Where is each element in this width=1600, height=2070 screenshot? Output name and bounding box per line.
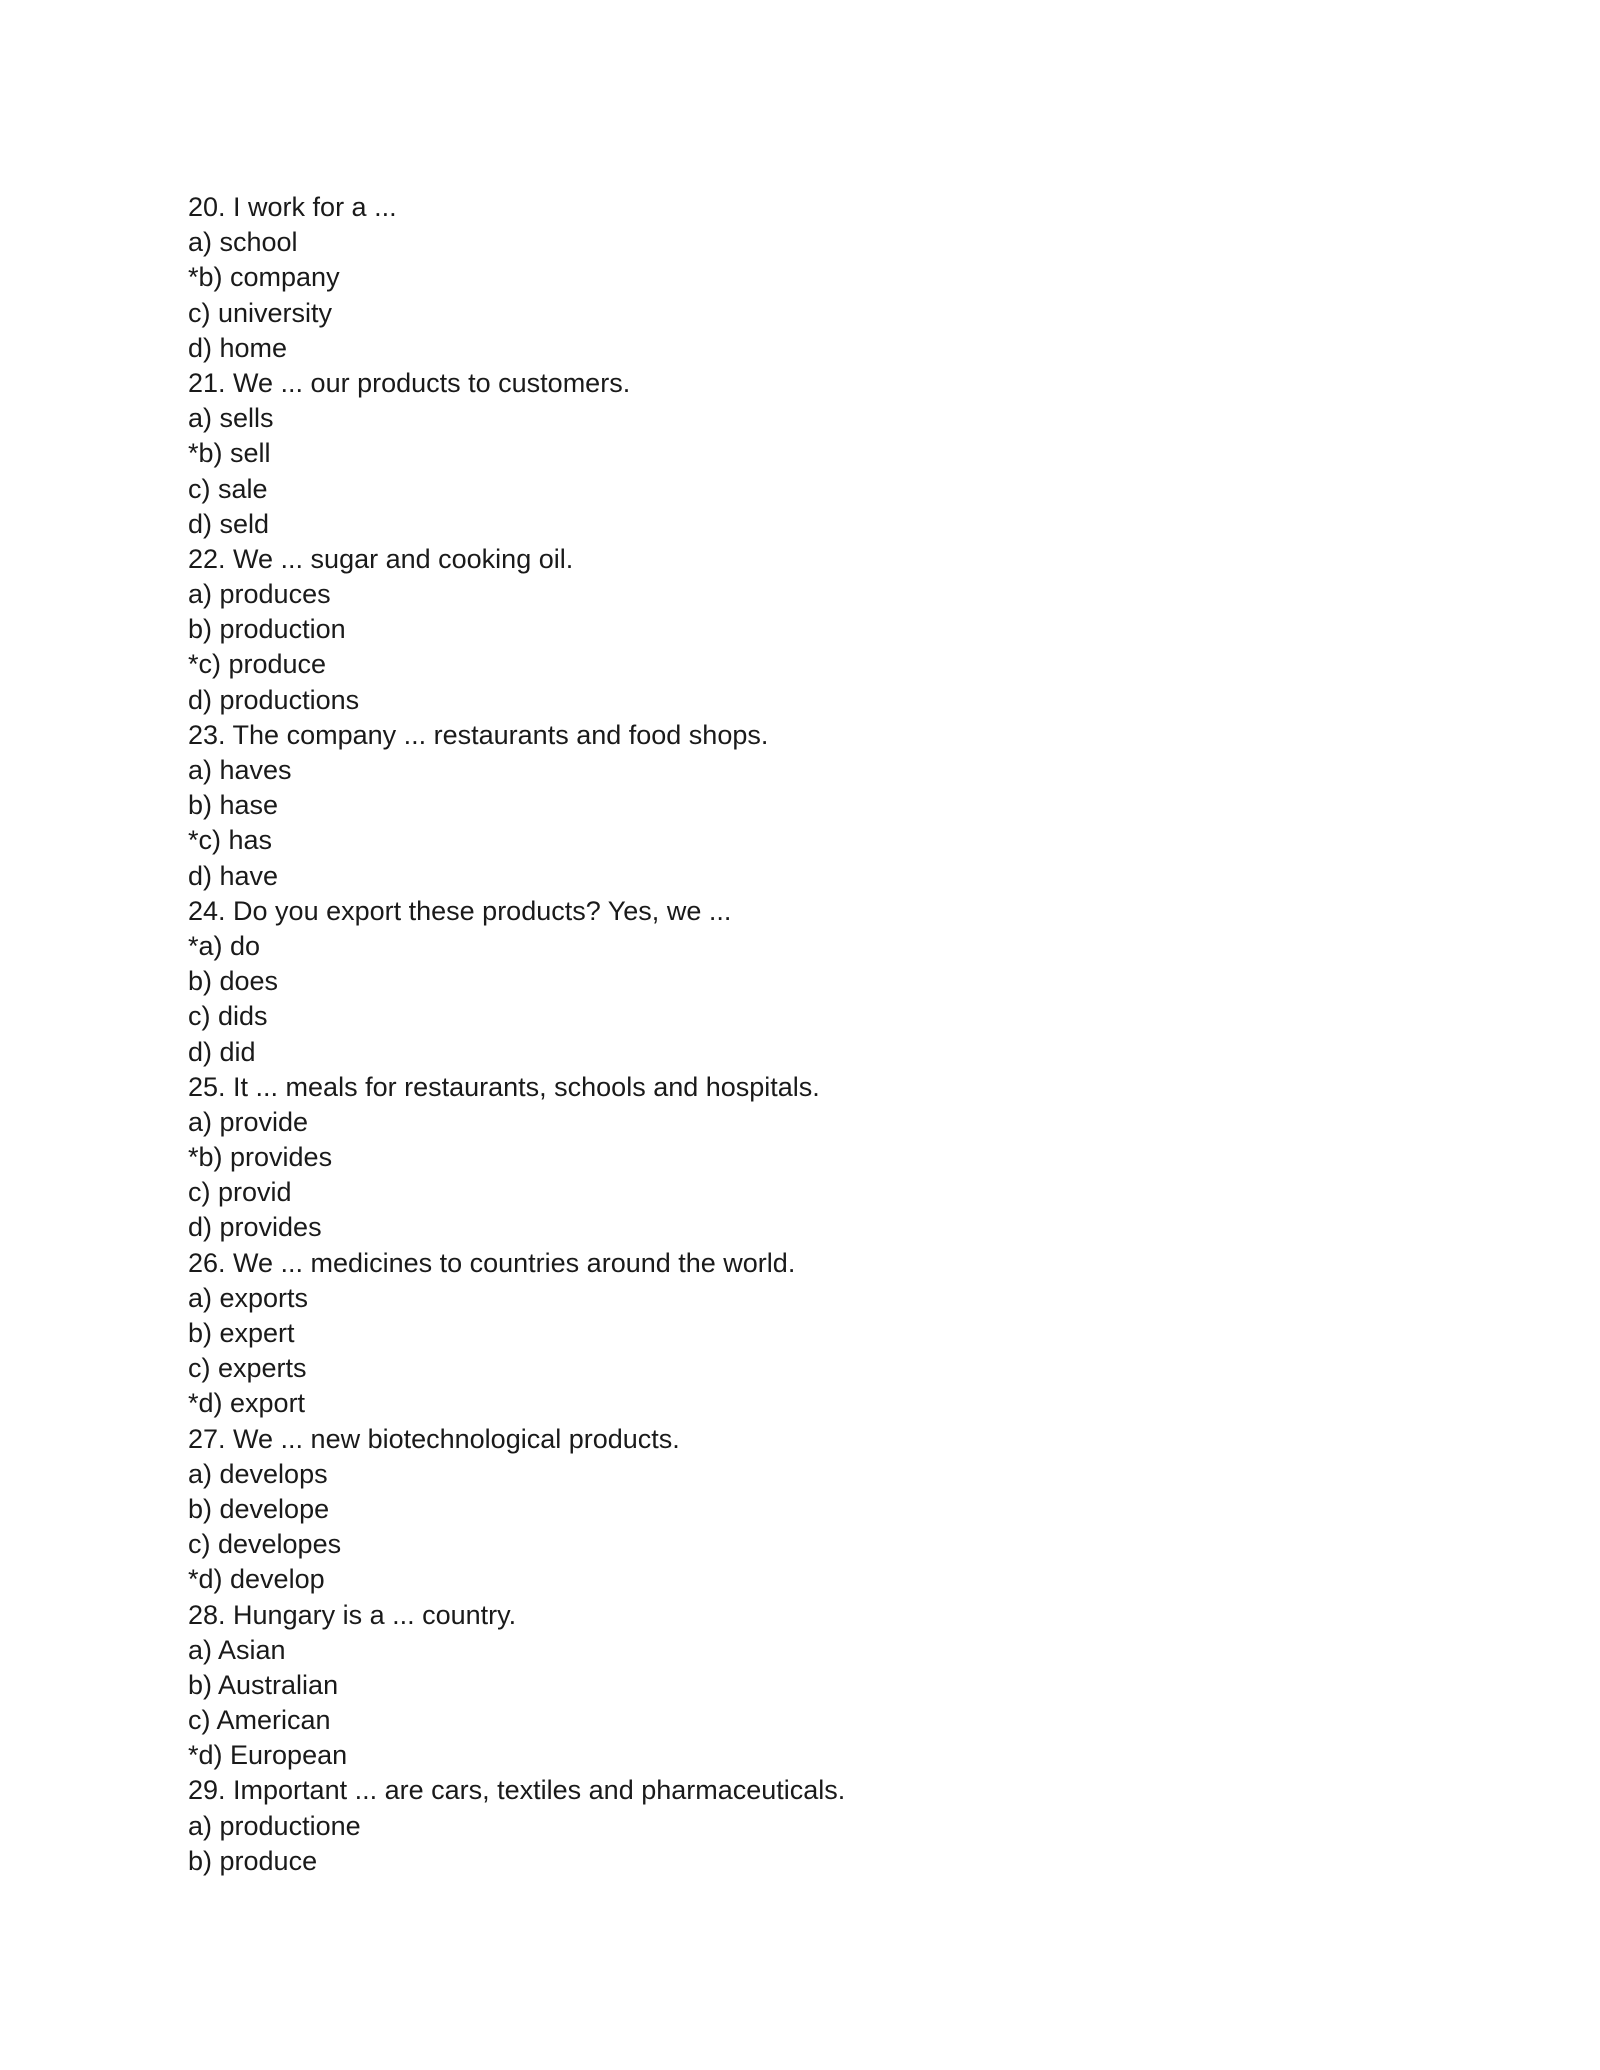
question-prompt: 29. Important ... are cars, textiles and pharmaceuticals. [188, 1775, 846, 1806]
answer-option: c) provid [188, 1177, 292, 1208]
answer-option: *c) produce [188, 649, 327, 680]
question-prompt: 24. Do you export these products? Yes, we ... [188, 895, 732, 926]
answer-option: *b) sell [188, 438, 271, 469]
answer-option: a) provide [188, 1106, 309, 1137]
answer-option: b) expert [188, 1318, 295, 1348]
answer-option: a) productione [188, 1810, 361, 1841]
question-prompt: 22. We ... sugar and cooking oil. [188, 543, 574, 574]
question-prompt: 21. We ... our products to customers. [188, 367, 631, 398]
answer-option: d) have [188, 860, 279, 891]
answer-option: a) haves [188, 755, 292, 785]
answer-option: d) did [188, 1036, 256, 1067]
answer-option: c) developes [188, 1529, 342, 1560]
answer-option: c) dids [188, 1001, 268, 1032]
answer-option: *d) export [188, 1388, 306, 1419]
answer-option: *c) has [188, 825, 273, 856]
answer-option: *b) provides [188, 1142, 333, 1173]
answer-option: c) university [188, 297, 333, 328]
answer-option: c) American [188, 1705, 331, 1736]
question-prompt: 28. Hungary is a ... country. [188, 1599, 517, 1630]
quiz-content [188, 190, 1408, 1879]
answer-option: b) does [188, 966, 279, 997]
answer-option: b) develope [188, 1493, 330, 1524]
answer-option: a) school [188, 227, 298, 258]
answer-option: *d) European [188, 1740, 348, 1771]
answer-option: *a) do [188, 930, 261, 961]
answer-option: b) hase [188, 790, 279, 821]
answer-option: a) exports [188, 1282, 309, 1313]
answer-option: d) productions [188, 684, 360, 715]
question-prompt: 25. It ... meals for restaurants, schools and hospitals. [188, 1071, 820, 1102]
answer-option: d) seld [188, 508, 270, 539]
answer-option: a) produces [188, 579, 331, 610]
answer-option: b) Australian [188, 1669, 339, 1700]
question-prompt: 23. The company ... restaurants and food shops. [188, 719, 769, 750]
answer-option: a) Asian [188, 1634, 286, 1665]
answer-option: c) experts [188, 1353, 307, 1384]
answer-option: c) sale [188, 473, 268, 504]
answer-option: a) sells [188, 403, 274, 434]
answer-option: b) produce [188, 1845, 318, 1876]
answer-option: d) home [188, 332, 288, 363]
question-prompt: 20. I work for a ... [188, 192, 397, 222]
answer-option: a) develops [188, 1458, 328, 1489]
answer-option: b) production [188, 614, 346, 645]
answer-option: *d) develop [188, 1564, 325, 1595]
question-prompt: 27. We ... new biotechnological products. [188, 1423, 680, 1454]
answer-option: *b) company [188, 262, 340, 293]
answer-option: d) provides [188, 1212, 322, 1243]
question-prompt: 26. We ... medicines to countries around the world. [188, 1247, 796, 1278]
